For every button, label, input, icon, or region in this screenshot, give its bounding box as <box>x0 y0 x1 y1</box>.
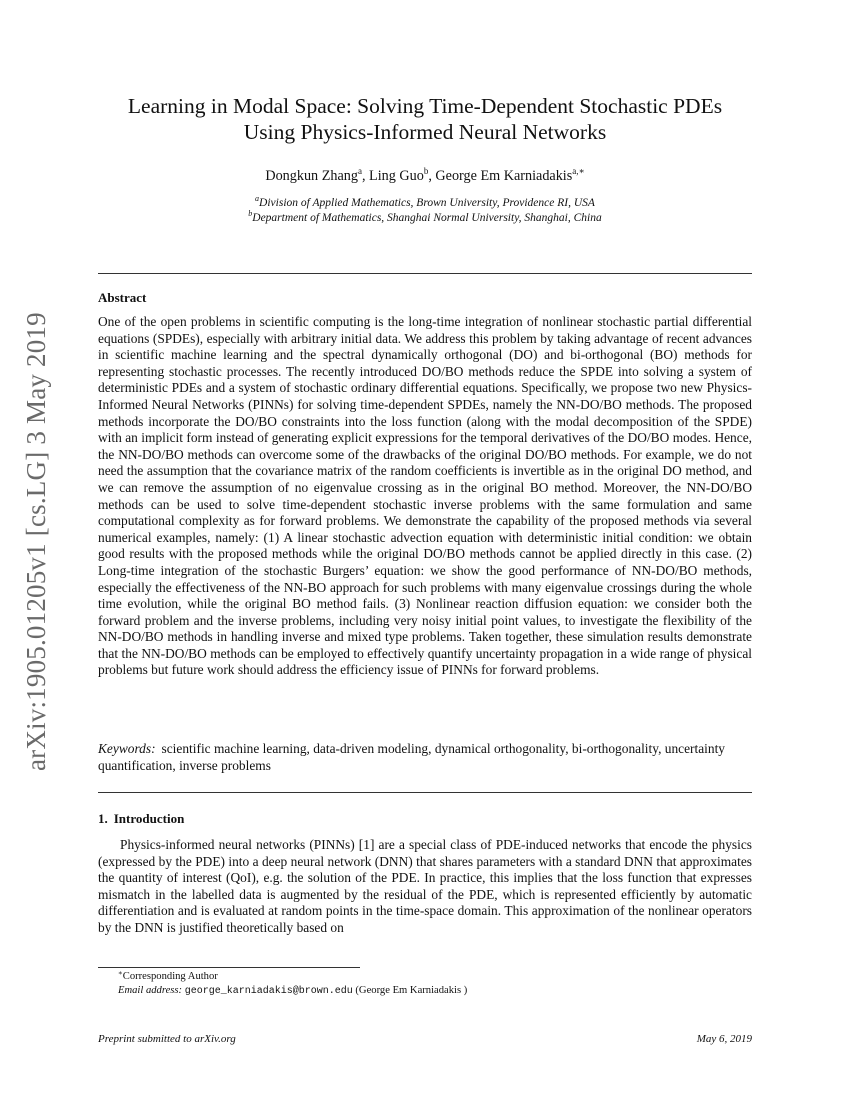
paper-title <box>95 93 755 145</box>
author-name: Ling Guo <box>369 168 424 184</box>
abstract-bottom-rule <box>98 792 752 793</box>
author-separator: , <box>428 168 436 184</box>
arxiv-margin-stamp: arXiv:1905.01205v1 [cs.LG] 3 May 2019 <box>21 312 51 771</box>
author-affil-mark: b <box>423 166 429 176</box>
footnote-corresponding <box>118 970 467 984</box>
affiliations <box>95 196 755 226</box>
footnote-mark: ∗ <box>118 969 123 977</box>
affiliation-mark: a <box>255 194 260 203</box>
affiliation-line <box>95 196 755 211</box>
section-title: Introduction <box>113 811 185 826</box>
section-number: 1. <box>98 811 108 826</box>
footnote <box>118 970 467 999</box>
abstract-body: One of the open problems in scientific computing is the long-time integration of nonlinear stochastic partial differential equations (SPDEs), especially with arbitrary initial data. We address this problem by taking advantage of recent advances in scientific machine learning and the spectral dynamically orthogonal (DO) and bi-orthogonal (BO) methods for representing stochastic processes. The recently introduced DO/BO methods reduce the SPDE into solving a system of deterministic PDEs and a system of stochastic ordinary differential equations. Specifically, we propose two new Physics-Informed Neural Networks (PINNs) for solving time-dependent SPDEs, namely the NN-DO/BO methods. The proposed methods incorporate the DO/BO constraints into the loss function (along with the modal decomposition of the SPDE) with an implicit form instead of generating explicit expressions for the temporal derivatives of the DO/BO modes. Hence, the NN-DO/BO methods can overcome some of the drawbacks of the original DO/BO methods. For example, we do not need the assumption that the covariance matrix of the random coefficients is invertible as in the original DO method, and we can remove the assumption of no eigenvalue crossing as in the original BO method. Moreover, the NN-DO/BO methods can be used to solve time-dependent stochastic inverse problems with the same formulation and same computational complexity as for forward problems. We demonstrate the capability of the proposed methods via several numerical examples, namely: (1) A linear stochastic advection equation with deterministic initial condition: we obtain good results with the proposed methods while the original DO/BO methods cannot be applied directly in this case. (2) Long-time integration of the stochastic Burgers’ equation: we show the good performance of NN-DO/BO methods, especially the effectiveness of the NN-BO approach for such problems with many eigenvalue crossings during the whole time evolution, while the original BO method fails. (3) Nonlinear reaction diffusion equation: we consider both the forward problem and the inverse problems, including very noisy initial point values, to investigate the flexibility of the NN-DO/BO methods in handling inverse and mixed type problems. Taken together, these simulation results demonstrate that the NN-DO/BO methods can be employed to effectively quantify uncertainty propagation in a wide range of physical problems but future work should address the efficiency issue of PINNs for forward problems. <box>98 314 752 678</box>
footnote-rule <box>98 967 360 968</box>
introduction-paragraph: Physics-informed neural networks (PINNs) [1] are a special class of PDE-induced networks that encode the physics (expressed by the PDE) into a deep neural network (DNN) that shares parameters with a standard DNN that approximates the quantity of interest (QoI), e.g. the solution of the PDE. In practice, this implies that the loss function that expresses mismatch in the labelled data is augmented by the residual of the PDE, which is represented efficiently by automatic differentiation and is evaluated at random points in the time-space domain. This approximation of the nonlinear operators by the DNN is justified theoretically based on <box>98 837 752 935</box>
email-label: Email address: <box>118 985 183 996</box>
title-line-1: Learning in Modal Space: Solving Time-Dependent Stochastic PDEs <box>127 94 723 118</box>
keywords-label: Keywords: <box>98 741 156 756</box>
affiliation-mark: b <box>248 209 253 218</box>
footnote-email-line <box>118 984 467 999</box>
author-separator: , <box>361 168 370 184</box>
title-line-2: Using Physics-Informed Neural Networks <box>243 120 607 144</box>
abstract-top-rule <box>98 273 752 274</box>
keywords <box>98 741 752 774</box>
author-list <box>95 168 755 185</box>
keywords-text: scientific machine learning, data-driven modeling, dynamical orthogonality, bi-orthogonality, uncertainty quantification, inverse problems <box>98 741 726 773</box>
author-affil-mark: a <box>357 166 362 176</box>
abstract-heading: Abstract <box>98 290 147 305</box>
author-name: George Em Karniadakis <box>435 168 573 184</box>
email-owner: (George Em Karniadakis ) <box>355 985 468 996</box>
footer-preprint-note: Preprint submitted to arXiv.org <box>98 1033 236 1045</box>
footnote-corresponding-text: Corresponding Author <box>122 971 218 982</box>
affiliation-text: Division of Applied Mathematics, Brown University, Providence RI, USA <box>259 197 595 209</box>
author-name: Dongkun Zhang <box>265 168 358 184</box>
footer-date: May 6, 2019 <box>696 1033 752 1045</box>
author-affil-mark: a,∗ <box>572 166 585 176</box>
email-address-link[interactable]: george_karniadakis@brown.edu <box>184 986 353 997</box>
affiliation-text: Department of Mathematics, Shanghai Normal University, Shanghai, China <box>252 212 602 224</box>
section-heading-introduction <box>98 811 184 827</box>
affiliation-line <box>95 211 755 226</box>
